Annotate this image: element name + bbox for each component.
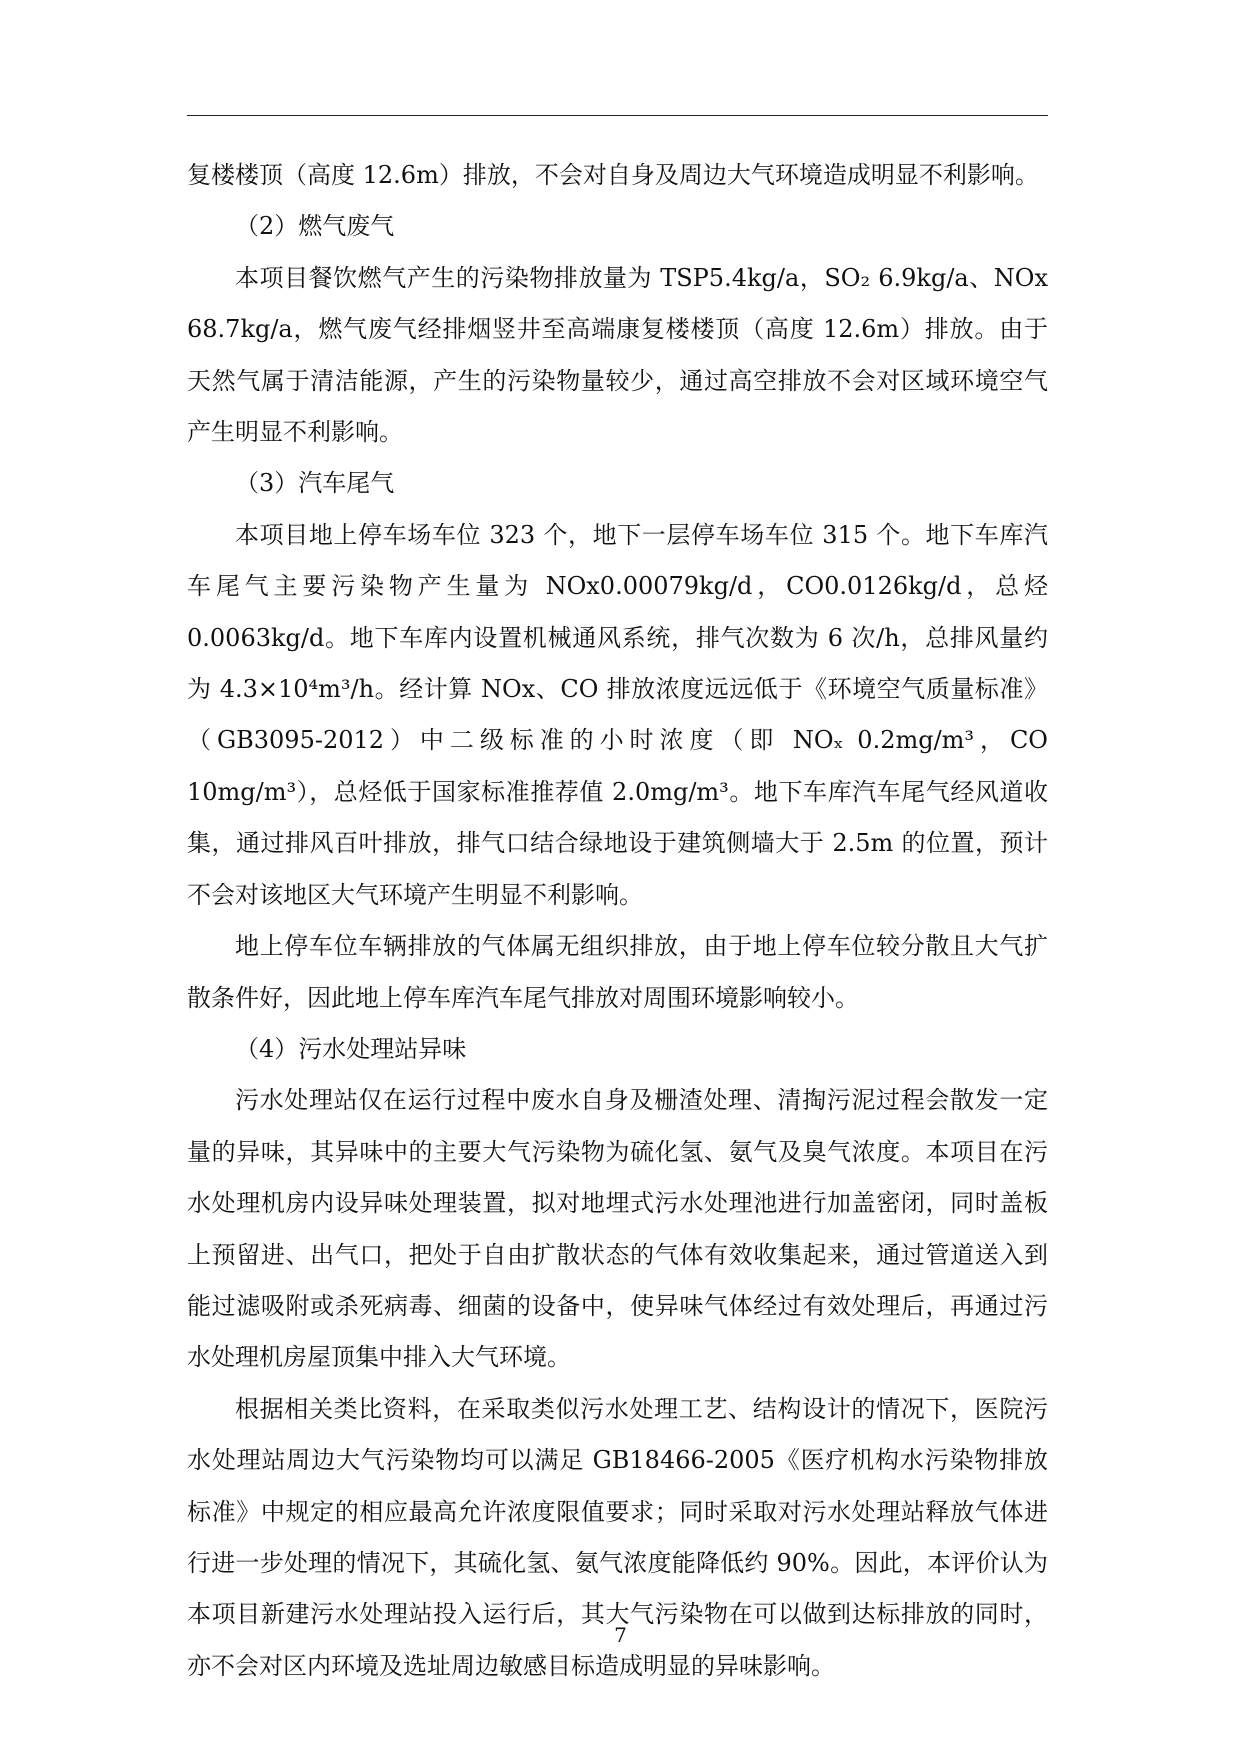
paragraph-gas-exhaust: 本项目餐饮燃气产生的污染物排放量为 TSP5.4kg/a，SO₂ 6.9kg/a、NOx 68.7kg/a，燃气废气经排烟竖井至高端康复楼楼顶（高度 12.6m）排放。由于天然气属于清洁能源，产生的污染物量较少，通过高空排放不会对区域环境空气产生明显不利影响。 [187,263,1048,447]
section-heading-gas-exhaust: （2）燃气废气 [235,212,395,241]
paragraph-vehicle-exhaust: 本项目地上停车场车位 323 个，地下一层停车场车位 315 个。地下车库汽车尾气主要污染物产生量为 NOx0.00079kg/d，CO0.0126kg/d，总烃 0.0063kg/d。地下车库内设置机械通风系统，排气次数为 6 次/h，总排风量约为 4.3×10⁴m³/h。经计算 NOx、CO 排放浓度远远低于《环境空气质量标准》（GB3095-2012）中二级标准的小时浓度（即 NOₓ 0.2mg/m³，CO 10mg/m³），总烃低于国家标准推荐值 2.0mg/m³。地下车库汽车尾气经风道收集，通过排风百叶排放，排气口结合绿地设于建筑侧墙大于 2.5m 的位置，预计不会对该地区大气环境产生明显不利影响。 [187,520,1048,909]
paragraph-surface-parking: 地上停车位车辆排放的气体属无组织排放，由于地上停车位较分散且大气扩散条件好，因此地上停车库汽车尾气排放对周围环境影响较小。 [187,932,1048,1012]
paragraph-sewage-odor: 污水处理站仅在运行过程中废水自身及栅渣处理、清掏污泥过程会散发一定量的异味，其异味中的主要大气污染物为硫化氢、氨气及臭气浓度。本项目在污水处理机房内设异味处理装置，拟对地埋式污水处理池进行加盖密闭，同时盖板上预留进、出气口，把处于自由扩散状态的气体有效收集起来，通过管道送入到能过滤吸附或杀死病毒、细菌的设备中，使异味气体经过有效处理后，再通过污水处理机房屋顶集中排入大气环境。 [187,1086,1048,1372]
header-rule [187,115,1048,116]
paragraph-odor-conclusion: 根据相关类比资料，在采取类似污水处理工艺、结构设计的情况下，医院污水处理站周边大气污染物均可以满足 GB18466-2005《医疗机构水污染物排放标准》中规定的相应最高允许浓度限值要求；同时采取对污水处理站释放气体进行进一步处理的情况下，其硫化氢、氨气浓度能降低约 90%。因此，本评价认为本项目新建污水处理站投入运行后，其大气污染物在可以做到达标排放的同时，亦不会对区内环境及选址周边敏感目标造成明显的异味影响。 [187,1394,1048,1680]
document-body [187,150,1048,1692]
page-number: 7 [614,1623,627,1647]
paragraph-continuation: 复楼楼顶（高度 12.6m）排放，不会对自身及周边大气环境造成明显不利影响。 [187,161,1039,189]
section-heading-vehicle-exhaust: （3）汽车尾气 [235,469,395,498]
section-heading-sewage-odor: （4）污水处理站异味 [235,1034,467,1063]
